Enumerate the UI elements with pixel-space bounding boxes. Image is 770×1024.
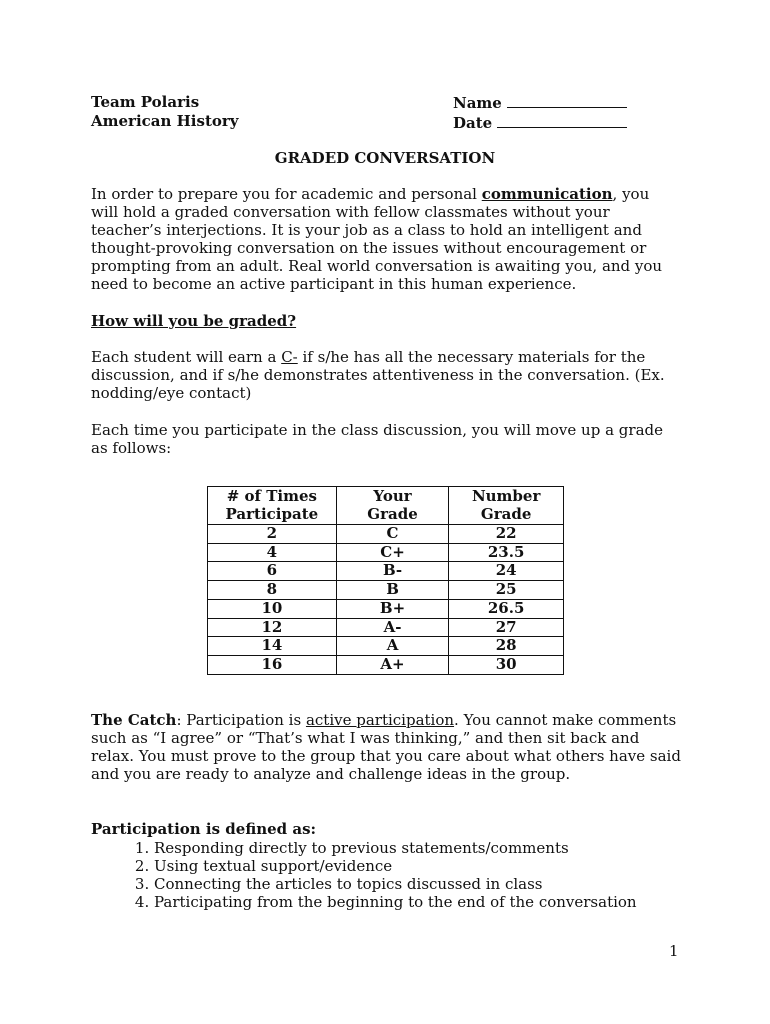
cell-number: 23.5 <box>449 543 564 562</box>
team-name: Team Polaris <box>91 93 200 111</box>
catch-rest: . You cannot make comments such as “I agree” or “That’s what I was thinking,” and then sit back and relax. You must prove to the group that you care about what others have said and you are ready to analyze and challenge ideas in the group. <box>91 711 681 783</box>
table-row <box>208 562 564 581</box>
list-item: 3. Connecting the articles to topics discussed in class <box>154 875 694 893</box>
cell-times: 14 <box>208 637 337 656</box>
catch-label: The Catch <box>91 711 177 729</box>
grade-table <box>207 486 564 675</box>
list-item: 4. Participating from the beginning to the end of the conversation <box>154 893 694 911</box>
table-row <box>208 599 564 618</box>
intro-text-start: In order to prepare you for academic and personal <box>91 185 482 203</box>
intro-text-end: , you will hold a graded conversation with fellow classmates without your teacher’s interjections. It is your job as a class to hold an intelligent and thought-provoking conversation on the issues without encouragement or prompting from an adult. Real world conversation is awaiting you, and you need to become an active participant in this human experience. <box>91 185 663 293</box>
participation-list <box>124 839 694 911</box>
cell-times: 2 <box>208 525 337 544</box>
base-grade: C- <box>281 348 298 366</box>
cell-times: 16 <box>208 655 337 674</box>
list-item: 2. Using textual support/evidence <box>154 857 694 875</box>
table-row <box>208 525 564 544</box>
cell-grade: B <box>336 581 449 600</box>
table-row <box>208 637 564 656</box>
header-left <box>91 93 239 131</box>
table-row <box>208 618 564 637</box>
date-field <box>453 113 627 133</box>
cell-grade: B+ <box>336 599 449 618</box>
grading-paragraph-2: Each time you participate in the class discussion, you will move up a grade as follows: <box>91 421 663 457</box>
table-row <box>208 655 564 674</box>
cell-number: 30 <box>449 655 564 674</box>
cell-number: 25 <box>449 581 564 600</box>
participation-heading: Participation is defined as: <box>91 820 317 838</box>
grading-paragraph-1 <box>91 348 681 402</box>
table-row <box>208 581 564 600</box>
list-item: 1. Responding directly to previous statements/comments <box>154 839 694 857</box>
col-header-your-grade: Your Grade <box>336 487 449 525</box>
col-header-times: # of Times Participate <box>208 487 337 525</box>
name-field <box>453 93 627 113</box>
cell-grade: C+ <box>336 543 449 562</box>
cell-grade: A- <box>336 618 449 637</box>
course-name: American History <box>91 112 239 130</box>
cell-number: 28 <box>449 637 564 656</box>
intro-emphasis: communication <box>481 185 613 203</box>
cell-number: 27 <box>449 618 564 637</box>
cell-times: 10 <box>208 599 337 618</box>
name-label: Name <box>453 94 502 112</box>
document-title: GRADED CONVERSATION <box>274 149 496 167</box>
page-number: 1 <box>669 942 679 960</box>
grading-heading: How will you be graded? <box>91 312 297 330</box>
cell-times: 4 <box>208 543 337 562</box>
cell-times: 8 <box>208 581 337 600</box>
cell-number: 24 <box>449 562 564 581</box>
grading-p1-end: if s/he has all the necessary materials for the discussion, and if s/he demonstrates attentiveness in the conversation. (Ex. nodding/eye contact) <box>91 348 665 402</box>
cell-grade: A+ <box>336 655 449 674</box>
catch-paragraph <box>91 711 681 783</box>
intro-paragraph <box>91 185 681 293</box>
catch-term: active participation <box>305 711 455 729</box>
cell-grade: B- <box>336 562 449 581</box>
cell-times: 12 <box>208 618 337 637</box>
header-right <box>453 93 627 133</box>
grading-p1-start: Each student will earn a <box>91 348 282 366</box>
name-blank <box>507 93 627 108</box>
grade-table-header-row <box>208 487 564 525</box>
cell-number: 22 <box>449 525 564 544</box>
date-blank <box>497 113 627 128</box>
col-header-number-grade: Number Grade <box>449 487 564 525</box>
table-row <box>208 543 564 562</box>
date-label: Date <box>453 114 493 132</box>
cell-grade: A <box>336 637 449 656</box>
catch-intro: : Participation is <box>176 711 306 729</box>
cell-number: 26.5 <box>449 599 564 618</box>
cell-times: 6 <box>208 562 337 581</box>
cell-grade: C <box>336 525 449 544</box>
